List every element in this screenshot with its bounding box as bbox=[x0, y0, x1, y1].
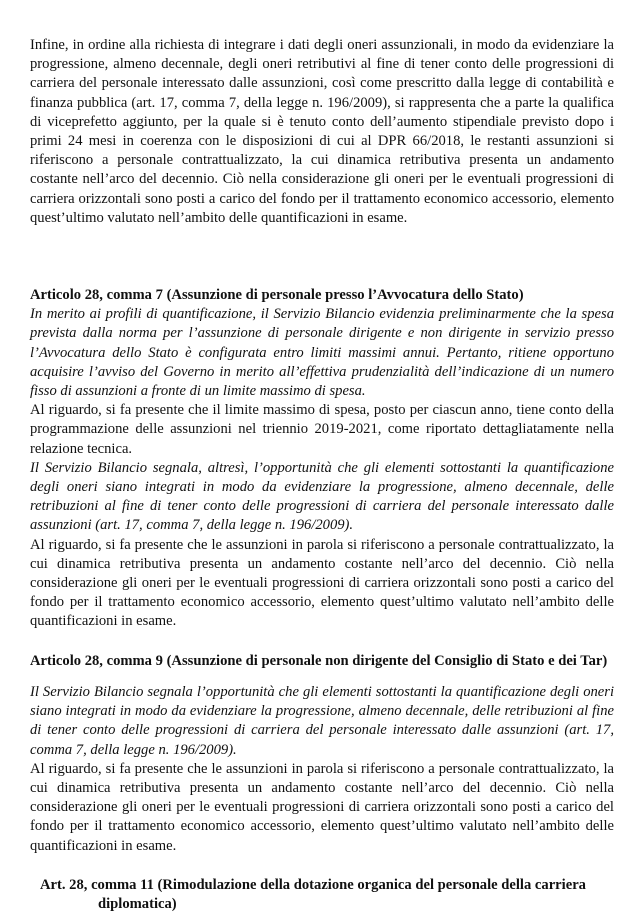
section-heading-art28-c9: Articolo 28, comma 9 (Assunzione di personale non dirigente del Consiglio di Stato e dei Tar) bbox=[30, 652, 608, 669]
spacer bbox=[30, 632, 614, 652]
spacer bbox=[30, 671, 614, 683]
section1-italic-paragraph-1: In merito ai profili di quantificazione, il Servizio Bilancio evidenzia preliminarmente che la spesa prevista dalla norma per l’assunzione di personale dirigente e non dirigente in servizio presso l’Avvocatura dello Stato è configurata entro limiti massimi annui. Pertanto, ritiene opportuno acquisire l’avviso del Governo in merito all’effettiva prudenzialità dell’indicazione di un numero fisso di assunzioni a fronte di un limite massimo di spesa. bbox=[30, 306, 614, 400]
section2-paragraph-2: Al riguardo, si fa presente che le assunzioni in parola si riferiscono a personale contrattualizzato, la cui dinamica retributiva presenta un andamento costante nell’arco del decennio. Ciò nella considerazione gli oneri per le eventuali progressioni di carriera orizzontali sono posti a carico del fondo per il trattamento economico accessorio, elemento quest’ultimo valutato nell’ambito delle quantificazioni in esame. bbox=[30, 760, 614, 854]
section1-paragraph-4: Al riguardo, si fa presente che le assunzioni in parola si riferiscono a personale contrattualizzato, la cui dinamica retributiva presenta un andamento costante nell’arco del decennio. Ciò nella considerazione gli oneri per le eventuali progressioni di carriera orizzontali sono posti a carico del fondo per il trattamento economico accessorio, elemento quest’ultimo valutato nell’ambito delle quantificazioni in esame. bbox=[30, 536, 614, 630]
section1-paragraph-2: Al riguardo, si fa presente che il limite massimo di spesa, posto per ciascun anno, tiene conto della programmazione delle assunzioni nel triennio 2019-2021, come riportato dettagliatamente nella relazione tecnica. bbox=[30, 402, 614, 457]
document-page bbox=[30, 36, 614, 914]
section2-italic-paragraph-1: Il Servizio Bilancio segnala l’opportunità che gli elementi sottostanti la quantificazione degli oneri siano integrati in modo da evidenziare la progressione, almeno decennale, delle retribuzioni al fine di tener conto delle progressioni di carriera del personale interessato dalle assunzioni (art. 17, comma 7, della legge n. 196/2009). bbox=[30, 683, 614, 758]
section-heading-art28-c7: Articolo 28, comma 7 (Assunzione di personale presso l’Avvocatura dello Stato) bbox=[30, 287, 524, 304]
spacer bbox=[30, 228, 614, 286]
spacer bbox=[30, 856, 614, 876]
intro-paragraph: Infine, in ordine alla richiesta di integrare i dati degli oneri assunzionali, in modo da evidenziare la progressione, almeno decennale, degli oneri retributivi al fine di tener conto delle progressioni di carriera del personale interessato dalle assunzioni, così come prescritto dalla legge di contabilità e finanza pubblica (art. 17, comma 7, della legge n. 196/2009), si rappresenta che a parte la qualifica di viceprefetto aggiunto, per la quale si è tenuto conto dell’aumento stipendiale previsto dopo i primi 24 mesi in coerenza con le disposizioni di cui al DPR 66/2018, le restanti assunzioni si riferiscono a personale contrattualizzato, la cui dinamica retributiva presenta un andamento costante nell’arco del decennio. Ciò nella considerazione gli oneri per le eventuali progressioni di carriera orizzontali sono posti a carico del fondo per il trattamento economico accessorio, elemento quest’ultimo valutato nell’ambito delle quantificazioni in esame. bbox=[30, 37, 614, 226]
section3-heading-line1: Art. 28, comma 11 (Rimodulazione della dotazione organica del personale della carriera bbox=[40, 876, 586, 893]
section3-heading-line2: diplomatica) bbox=[98, 895, 177, 912]
section-heading-art28-c11 bbox=[30, 876, 614, 914]
section1-italic-paragraph-3: Il Servizio Bilancio segnala, altresì, l’opportunità che gli elementi sottostanti la quantificazione degli oneri siano integrati in modo da evidenziare la progressione, almeno decennale, delle retribuzioni al fine di tener conto delle progressioni di carriera del personale interessato dalle assunzioni (art. 17, comma 7, della legge n. 196/2009). bbox=[30, 459, 614, 534]
